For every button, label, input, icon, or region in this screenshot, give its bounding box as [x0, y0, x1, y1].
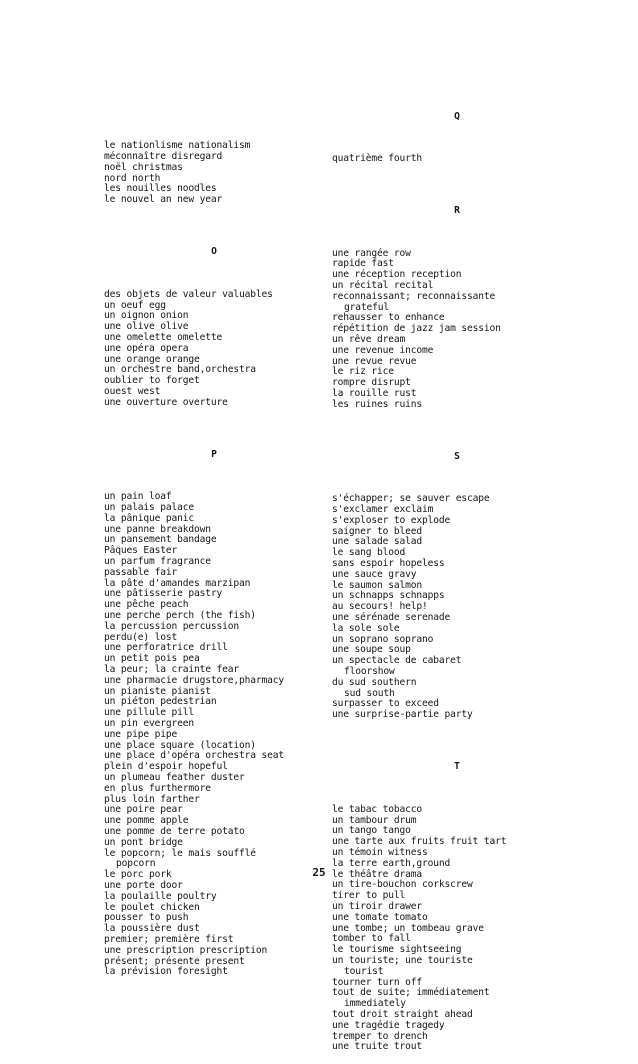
dictionary-entry: les nouilles noodles [104, 183, 217, 195]
dictionary-entry: un tango tango [332, 825, 411, 837]
dictionary-entry: une pomme apple [104, 815, 189, 827]
section-p-list [104, 492, 324, 978]
dictionary-entry: une revenue income [332, 344, 434, 356]
dictionary-entry: tourist [344, 965, 384, 977]
dictionary-entry: un témoin witness [332, 847, 428, 858]
dictionary-entry: un parfum fragrance [104, 556, 211, 568]
dictionary-entry: la percussion percussion [104, 620, 240, 632]
dictionary-entry: tout droit straight ahead [332, 1008, 473, 1020]
dictionary-entry: perdu(e) lost [104, 631, 178, 643]
dictionary-entry: un tiroir drawer [332, 900, 423, 912]
dictionary-entry: ouest west [104, 385, 161, 397]
dictionary-entry: la pâte d'amandes marzipan [104, 577, 251, 589]
dictionary-entry: le nouvel an new year [104, 194, 223, 206]
dictionary-entry: un pianiste pianist [104, 685, 211, 697]
dictionary-entry: une pharmacie drugstore,pharmacy [104, 674, 285, 686]
dictionary-entry: quatrième fourth [332, 152, 423, 164]
dictionary-entry: une rangée row [332, 247, 411, 259]
dictionary-entry: un oignon onion [104, 310, 189, 322]
dictionary-entry: des objets de valeur valuables [104, 288, 273, 300]
dictionary-entry: une place square (location) [104, 739, 256, 751]
dictionary-entry: le tabac tobacco [332, 803, 423, 815]
section-o-list [104, 290, 324, 409]
dictionary-entry: une perforatrice drill [104, 642, 228, 654]
dictionary-entry: une salade salad [332, 536, 423, 548]
dictionary-entry: rapide fast [332, 258, 394, 270]
dictionary-entry: présent; présente present [104, 955, 245, 967]
dictionary-entry: un récital recital [332, 279, 434, 291]
dictionary-entry: un spectacle de cabaret [332, 655, 462, 667]
dictionary-entry: un plumeau feather duster [104, 772, 245, 784]
dictionary-entry: s'exploser to explode [332, 514, 451, 526]
dictionary-entry: le saumon salmon [332, 579, 423, 591]
dictionary-entry: tremper to drench [332, 1030, 428, 1042]
dictionary-entry: une orange orange [104, 353, 200, 365]
section-r-heading: R [454, 205, 460, 217]
dictionary-entry: une pomme de terre potato [104, 826, 245, 837]
dictionary-entry: une prescription prescription [104, 944, 268, 956]
dictionary-entry: un rêve dream [332, 333, 406, 345]
dictionary-entry: une pâtisserie pastry [104, 588, 223, 600]
dictionary-entry: tomber to fall [332, 933, 411, 945]
dictionary-entry: une truite trout [332, 1041, 423, 1053]
dictionary-entry: la terre earth,ground [332, 857, 451, 869]
dictionary-entry: une surprise-partie party [332, 709, 473, 721]
dictionary-entry: une tragédie tragedy [332, 1019, 445, 1031]
dictionary-entry: une place d'opéra orchestra seat [104, 750, 285, 762]
dictionary-entry: une tombe; un tombeau grave [332, 922, 484, 934]
dictionary-entry: rompre disrupt [332, 377, 411, 389]
section-t-list [332, 805, 582, 1053]
section-t-heading: T [454, 761, 460, 773]
dictionary-entry: s'exclamer exclaim [332, 504, 434, 516]
dictionary-entry: plus loin farther [104, 793, 200, 805]
top-spacer [104, 110, 324, 120]
section-p-heading: P [211, 448, 217, 460]
dictionary-entry: du sud southern [332, 676, 417, 688]
dictionary-entry: un touriste; une touriste [332, 954, 473, 966]
dictionary-entry: les ruines ruins [332, 398, 423, 410]
dictionary-entry: oublier to forget [104, 375, 200, 387]
dictionary-entry: le nationlisme nationalism [104, 140, 251, 152]
dictionary-entry: une pillule pill [104, 707, 195, 719]
dictionary-entry: tourner turn off [332, 976, 423, 988]
dictionary-entry: un tire-bouchon corkscrew [332, 879, 473, 891]
dictionary-entry: un pansement bandage [104, 534, 217, 546]
dictionary-entry: saigner to bleed [332, 525, 423, 537]
dictionary-entry: premier; première first [104, 933, 234, 945]
section-r-list [332, 249, 582, 411]
section-s-list [332, 494, 582, 721]
n-tail-list [104, 141, 324, 206]
section-s-heading: S [454, 450, 460, 462]
dictionary-entry: une tarte aux fruits fruit tart [332, 836, 507, 848]
dictionary-entry: la poulaille poultry [104, 890, 217, 902]
dictionary-entry: un pin evergreen [104, 718, 195, 730]
dictionary-entry: Pâques Easter [104, 545, 178, 557]
dictionary-entry: rehausser to enhance [332, 312, 445, 324]
dictionary-entry: une olive olive [104, 321, 189, 333]
dictionary-entry: surpasser to exceed [332, 698, 439, 710]
dictionary-entry: popcorn [116, 858, 156, 870]
dictionary-entry: sud south [344, 687, 395, 699]
dictionary-entry: un soprano soprano [332, 633, 434, 645]
dictionary-entry: répétition de jazz jam session [332, 323, 501, 335]
dictionary-entry: passable fair [104, 566, 178, 578]
dictionary-entry: sans espoir hopeless [332, 558, 445, 570]
dictionary-entry: une opéra opera [104, 342, 189, 354]
dictionary-entry: une revue revue [332, 355, 417, 367]
dictionary-entry: un petit pois pea [104, 653, 200, 665]
dictionary-entry: une panne breakdown [104, 523, 211, 535]
dictionary-entry: tout de suite; immédiatement [332, 987, 490, 999]
dictionary-entry: une pipe pipe [104, 728, 178, 740]
dictionary-entry: une omelette omelette [104, 331, 223, 343]
dictionary-entry: un piéton pedestrian [104, 696, 217, 708]
dictionary-entry: une réception reception [332, 269, 462, 281]
dictionary-entry: un oeuf egg [104, 299, 166, 311]
dictionary-entry: une perche perch (the fish) [104, 610, 256, 622]
dictionary-entry: la peur; la crainte fear [104, 664, 240, 676]
dictionary-entry: la poussière dust [104, 923, 200, 935]
dictionary-entry: la pânique panic [104, 512, 195, 524]
dictionary-entry: un orchestre band,orchestra [104, 364, 256, 376]
dictionary-entry: une sérénade serenade [332, 612, 451, 624]
dictionary-entry: immediately [344, 998, 406, 1010]
left-column [104, 88, 324, 989]
right-column [332, 88, 582, 1064]
dictionary-entry: reconnaissant; reconnaissante [332, 290, 496, 302]
section-q-list [332, 154, 582, 165]
dictionary-entry: nord north [104, 172, 161, 184]
dictionary-entry: le riz rice [332, 366, 394, 378]
dictionary-entry: la prévision foresight [104, 966, 228, 978]
dictionary-entry: noël christmas [104, 161, 183, 173]
dictionary-entry: un pain loaf [104, 491, 172, 503]
dictionary-entry: la rouille rust [332, 387, 417, 399]
dictionary-entry: un pont bridge [104, 836, 183, 848]
dictionary-entry: tirer to pull [332, 890, 406, 902]
dictionary-entry: en plus furthermore [104, 782, 211, 794]
dictionary-entry: une soupe soup [332, 644, 411, 656]
dictionary-entry: le théâtre drama [332, 868, 423, 880]
dictionary-entry: grateful [344, 301, 390, 313]
dictionary-entry: floorshow [344, 666, 395, 678]
page-number: 25 [312, 866, 326, 879]
dictionary-entry: méconnaître disregard [104, 150, 223, 162]
dictionary-entry: plein d'espoir hopeful [104, 761, 228, 773]
dictionary-entry: un tambour drum [332, 814, 417, 826]
dictionary-entry: une sauce gravy [332, 568, 417, 580]
dictionary-entry: un schnapps schnapps [332, 590, 445, 602]
dictionary-entry: pousser to push [104, 912, 189, 924]
dictionary-entry: s'échapper; se sauver escape [332, 493, 490, 505]
dictionary-entry: une porte door [104, 879, 183, 891]
dictionary-entry: une pêche peach [104, 599, 189, 611]
section-q-heading: Q [454, 110, 460, 122]
dictionary-entry: la sole sole [332, 622, 400, 634]
dictionary-entry: un palais palace [104, 502, 195, 514]
dictionary-entry: une ouverture overture [104, 396, 228, 408]
dictionary-entry: le sang blood [332, 547, 406, 559]
dictionary-entry: le poulet chicken [104, 901, 200, 913]
dictionary-entry: le popcorn; le mais soufflé [104, 847, 256, 859]
section-o-heading: O [211, 246, 217, 258]
dictionary-entry: au secours! help! [332, 601, 428, 613]
dictionary-entry: le porc pork [104, 869, 172, 881]
dictionary-entry: une poire pear [104, 804, 183, 816]
dictionary-entry: le tourisme sightseeing [332, 944, 462, 956]
dictionary-entry: une tomate tomato [332, 911, 428, 923]
